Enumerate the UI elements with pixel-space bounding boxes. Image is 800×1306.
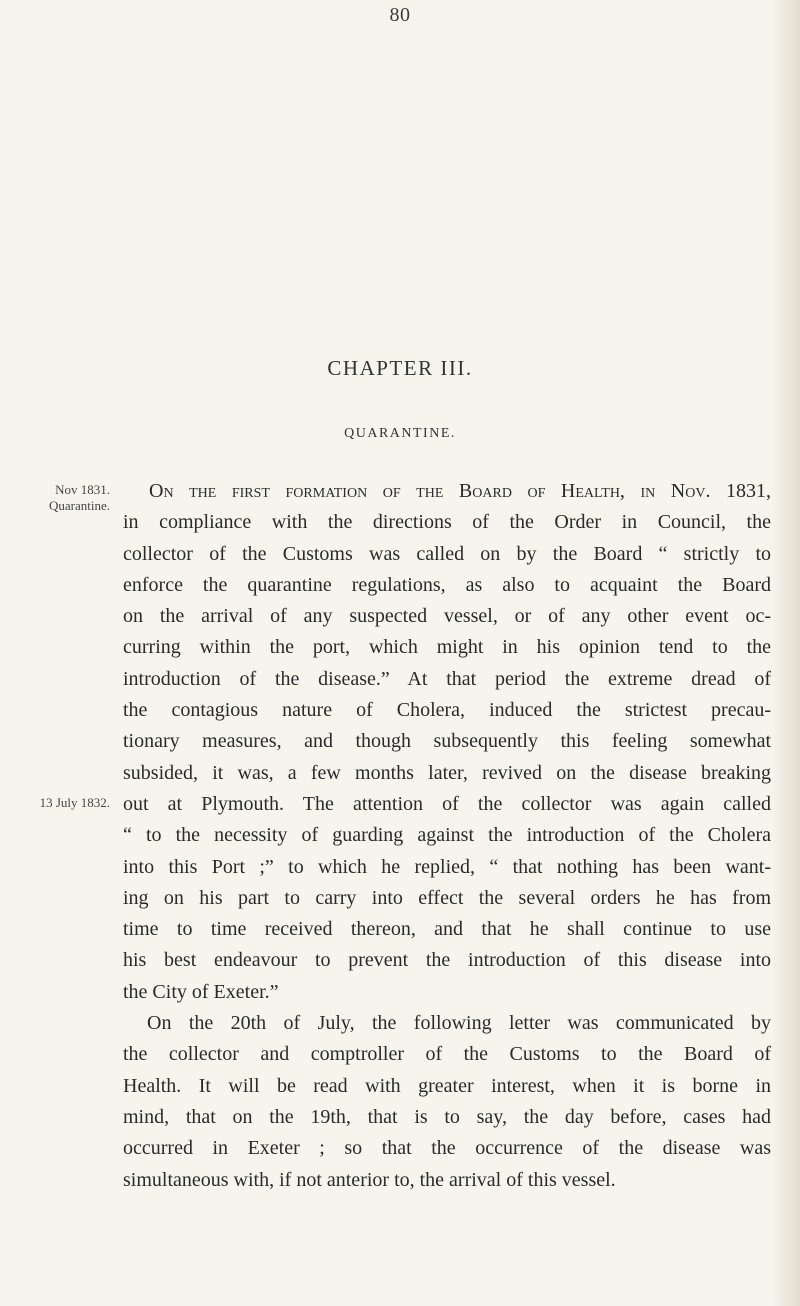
body-line: simultaneous with, if not anterior to, the arrival of this vessel. [123,1168,616,1191]
body-line: subsided, it was, a few months later, revived on the disease breaking [123,761,771,784]
body-line [123,476,771,507]
margin-note-line: Quarantine. [48,498,110,513]
body-line: occurred in Exeter ; so that the occurrence of the disease was [123,1137,771,1160]
page-number: 80 [389,4,411,26]
body-line: Health. It will be read with greater interest, when it is borne in [123,1074,771,1097]
body-line: into this Port ;” to which he replied, “ that nothing has been want- [123,855,771,878]
margin-note-line: Nov 1831. [55,482,110,497]
body-line: the collector and comptroller of the Customs to the Board of [123,1043,771,1066]
body-line: introduction of the disease.” At that period the extreme dread of [123,667,771,690]
body-line: On the 20th of July, the following letter was communicated by [147,1012,771,1035]
body-line-text: On the first formation of the Board of Health, in Nov. 1831, [149,480,771,502]
body-line: on the arrival of any suspected vessel, or of any other event oc- [123,605,771,628]
page-edge-shadow [772,0,800,1306]
body-line: curring within the port, which might in his opinion tend to the [123,636,771,659]
body-line: tionary measures, and though subsequently this feeling somewhat [123,730,771,753]
body-line: the City of Exeter.” [123,980,279,1003]
body-line: “ to the necessity of guarding against the introduction of the Cholera [123,824,771,847]
section-title: QUARANTINE. [344,426,456,441]
body-line: enforce the quarantine regulations, as also to acquaint the Board [123,573,771,596]
body-text [123,476,771,1196]
margin-note-july-1832 [0,795,110,811]
body-line: mind, that on the 19th, that is to say, the day before, cases had [123,1105,771,1128]
body-line: ing on his part to carry into effect the several orders he has from [123,886,771,909]
body-line: time to time received thereon, and that he shall continue to use [123,918,771,941]
chapter-title: CHAPTER III. [327,356,473,380]
margin-note-line: 13 July 1832. [39,795,110,810]
body-line: out at Plymouth. The attention of the collector was again called [123,792,771,815]
margin-note-nov-1831 [0,482,110,514]
body-line: collector of the Customs was called on by the Board “ strictly to [123,542,771,565]
body-line: in compliance with the directions of the Order in Council, the [123,511,771,534]
body-line: his best endeavour to prevent the introduction of this disease into [123,949,771,972]
body-line: the contagious nature of Cholera, induced the strictest precau- [123,699,771,722]
